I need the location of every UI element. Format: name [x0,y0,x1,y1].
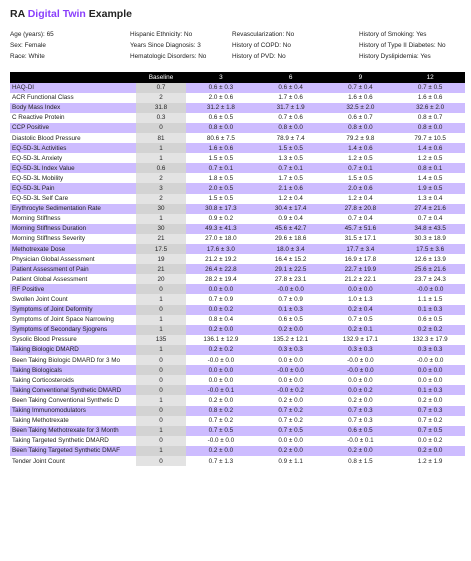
value-cell: 0.7 ± 0.5 [256,426,326,436]
value-cell: 1.6 ± 0.6 [348,94,373,102]
row-label: Been Taking Methotrexate for 3 Month [10,426,136,436]
value-cell: 0.2 ± 0.1 [326,325,396,335]
row-label: Taking Biologicals [10,365,136,375]
table-row [10,244,465,254]
value-cell: 27.8 ± 20.8 [326,204,396,214]
table-row [10,315,465,325]
value-cell: 0.7 ± 0.3 [348,417,373,425]
baseline-cell: 0.3 [136,113,186,123]
value-cell: 18.0 ± 3.4 [256,244,326,254]
row-label: Body Mass Index [10,103,136,113]
value-cell: 1.2 ± 0.5 [417,154,443,162]
value-cell: 0.6 ± 0.4 [256,83,326,93]
value-cell: -0.0 ± 0.1 [347,437,374,445]
row-label: Morning Stiffness [12,215,61,223]
value-cell: 0.0 ± 0.0 [348,376,373,384]
value-cell: 1.8 ± 0.5 [208,174,234,182]
baseline-cell: 1 [136,426,186,436]
value-cell: 0.7 ± 0.2 [256,406,326,416]
value-cell: 0.7 ± 0.5 [395,426,465,436]
table-row [10,436,465,446]
value-cell: 79.7 ± 10.5 [414,134,446,142]
row-label: Been Taking Conventional Synthetic D [12,396,119,404]
value-cell: 31.2 ± 1.8 [186,103,256,113]
value-cell: 16.9 ± 17.8 [344,255,377,263]
value-cell: 0.2 ± 0.0 [278,396,303,404]
value-cell: 0.1 ± 0.3 [256,305,326,315]
baseline-cell: 20 [136,274,186,284]
row-label: Sysolic Blood Pressure [12,336,77,344]
table-row [10,385,465,395]
table-row [10,234,465,244]
row-label: Taking Biologic DMARD [10,345,136,355]
table-row [10,123,465,133]
row-label: Morning Stiffness Duration [10,224,136,234]
value-cell: 0.8 ± 0.0 [326,123,396,133]
value-cell: 0.8 ± 0.1 [395,163,465,173]
value-cell: 0.3 ± 0.3 [326,345,396,355]
value-cell: -0.0 ± 0.0 [395,284,465,294]
baseline-cell: 1 [136,294,186,304]
row-label: Taking Targeted Synthetic DMARD [12,437,109,445]
value-cell: -0.0 ± 0.1 [186,385,256,395]
table-header-row [10,72,465,83]
patient-info-item: History of Smoking: Yes [359,31,427,38]
table-row [10,254,465,264]
value-cell: 136.1 ± 12.9 [203,336,239,344]
value-cell: 0.8 ± 0.0 [186,123,256,133]
header-cell: 12 [395,72,465,83]
value-cell: 1.2 ± 0.4 [348,195,373,203]
baseline-cell: 0 [136,456,186,466]
row-label: Taking Conventional Synthetic DMARD [10,385,136,395]
value-cell: 132.9 ± 17.1 [342,336,378,344]
value-cell: 27.4 ± 21.6 [395,204,465,214]
value-cell: 0.2 ± 0.0 [186,325,256,335]
row-label: Patient Global Assessment [12,275,88,283]
baseline-cell: 31.8 [136,103,186,113]
value-cell: 49.3 ± 41.3 [186,224,256,234]
value-cell: 0.7 ± 0.5 [395,83,465,93]
value-cell: 0.7 ± 0.9 [208,296,234,304]
value-cell: 0.6 ± 0.5 [278,316,303,324]
value-cell: 0.0 ± 0.0 [278,376,303,384]
table-row [10,163,465,173]
value-cell: -0.0 ± 0.0 [416,356,444,364]
table-row [10,294,465,304]
value-cell: 1.2 ± 0.5 [348,154,373,162]
value-cell: 29.6 ± 18.6 [274,235,307,243]
value-cell: 0.7 ± 0.2 [417,417,443,425]
value-cell: 0.7 ± 0.1 [186,163,256,173]
patient-info-item: Revascularization: No [232,31,295,38]
patient-info-item: History of PVD: No [232,53,286,60]
value-cell: 1.3 ± 0.5 [278,154,303,162]
value-cell: 0.0 ± 0.2 [326,385,396,395]
row-label: EQ-5D-3L Pain [10,183,136,193]
table-row [10,395,465,405]
baseline-cell: 1 [136,153,186,163]
value-cell: 0.6 ± 0.5 [326,426,396,436]
value-cell: 0.9 ± 1.1 [278,457,303,465]
value-cell: 1.3 ± 0.4 [417,195,443,203]
baseline-cell: 0 [136,436,186,446]
value-cell: 0.7 ± 0.2 [208,417,234,425]
value-cell: 1.6 ± 0.6 [417,94,443,102]
value-cell: 0.2 ± 0.0 [256,325,326,335]
value-cell: 1.0 ± 1.3 [348,296,373,304]
table-row [10,103,465,113]
value-cell: 0.6 ± 0.3 [186,83,256,93]
value-cell: 78.9 ± 7.4 [276,134,305,142]
value-cell: 135.2 ± 12.1 [273,336,309,344]
row-label: Swollen Joint Count [12,296,68,304]
value-cell: 0.7 ± 0.5 [186,426,256,436]
value-cell: 0.0 ± 0.0 [417,376,443,384]
value-cell: -0.0 ± 0.0 [256,365,326,375]
value-cell: 0.0 ± 0.0 [186,284,256,294]
baseline-cell: 0.6 [136,163,186,173]
value-cell: 2.0 ± 0.5 [186,183,256,193]
value-cell: 0.2 ± 0.2 [186,345,256,355]
row-label: Symptoms of Joint Deformity [10,305,136,315]
value-cell: 2.0 ± 0.6 [208,94,234,102]
baseline-cell: 21 [136,264,186,274]
value-cell: 28.2 ± 19.4 [205,275,237,283]
value-cell: 27.0 ± 18.0 [205,235,237,243]
row-label: Been Taking Biologic DMARD for 3 Mo [12,356,121,364]
value-cell: 0.7 ± 0.3 [326,406,396,416]
table-row [10,113,465,123]
table-row [10,305,465,315]
table-row [10,335,465,345]
value-cell: 31.7 ± 1.9 [256,103,326,113]
value-cell: 0.2 ± 0.0 [186,446,256,456]
table-row [10,204,465,214]
row-label: Been Taking Targeted Synthetic DMAF [10,446,136,456]
value-cell: 21.2 ± 19.2 [205,255,237,263]
baseline-cell: 0 [136,375,186,385]
table-row [10,375,465,385]
table-row [10,183,465,193]
value-cell: 1.5 ± 0.5 [348,174,373,182]
table-row [10,93,465,103]
value-cell: 2.0 ± 0.6 [326,183,396,193]
table-row [10,345,465,355]
value-cell: 0.2 ± 0.0 [326,446,396,456]
row-label: Taking Methotrexate [12,417,69,425]
value-cell: 1.9 ± 0.5 [395,183,465,193]
value-cell: 25.6 ± 21.6 [395,264,465,274]
value-cell: -0.0 ± 0.0 [256,284,326,294]
value-cell: 32.6 ± 2.0 [395,103,465,113]
baseline-cell: 30 [136,204,186,214]
table-row [10,194,465,204]
value-cell: 31.5 ± 17.1 [344,235,377,243]
baseline-cell: 1 [136,395,186,405]
baseline-cell: 30 [136,224,186,234]
value-cell: 1.2 ± 0.4 [278,195,303,203]
twin-table [10,72,465,466]
value-cell: -0.0 ± 0.0 [207,356,235,364]
row-label: Symptoms of Secondary Sjogrens [10,325,136,335]
value-cell: 0.7 ± 0.2 [278,417,303,425]
baseline-cell: 1 [136,345,186,355]
value-cell: 0.0 ± 0.0 [208,376,234,384]
row-label: ACR Functional Class [12,94,74,102]
value-cell: 30.4 ± 17.4 [256,204,326,214]
value-cell: 29.1 ± 22.5 [256,264,326,274]
row-label: Symptoms of Joint Space Narrowing [12,316,114,324]
value-cell: 1.4 ± 0.6 [395,143,465,153]
row-label: C Reactive Protein [12,114,65,122]
value-cell: 1.6 ± 0.6 [186,143,256,153]
baseline-cell: 81 [136,133,186,143]
value-cell: 0.8 ± 0.0 [395,123,465,133]
value-cell: 34.8 ± 43.5 [395,224,465,234]
value-cell: 1.5 ± 0.5 [208,154,234,162]
baseline-cell: 2 [136,93,186,103]
baseline-cell: 1 [136,325,186,335]
value-cell: 45.7 ± 51.6 [326,224,396,234]
value-cell: 79.2 ± 9.8 [346,134,375,142]
value-cell: 17.5 ± 3.6 [395,244,465,254]
patient-info-grid [10,30,465,62]
title-suffix: Example [85,8,132,20]
value-cell: 0.8 ± 0.4 [208,316,234,324]
value-cell: 0.1 ± 0.3 [395,385,465,395]
value-cell: 0.3 ± 0.3 [256,345,326,355]
table-row [10,173,465,183]
row-label: EQ-5D-3L Activities [10,143,136,153]
value-cell: 0.8 ± 0.2 [186,406,256,416]
baseline-cell: 2 [136,194,186,204]
value-cell: 0.6 ± 0.7 [348,114,373,122]
patient-info-item: Years Since Diagnosis: 3 [130,42,201,49]
row-label: HAQ-DI [10,83,136,93]
baseline-cell: 19 [136,254,186,264]
baseline-cell: 0 [136,385,186,395]
table-row [10,264,465,274]
value-cell: 0.7 ± 0.1 [256,163,326,173]
baseline-cell: 0 [136,416,186,426]
table-body [10,83,465,467]
table-row [10,284,465,294]
value-cell: 32.5 ± 2.0 [326,103,396,113]
value-cell: 21.2 ± 22.1 [344,275,377,283]
value-cell: 0.6 ± 0.5 [417,316,443,324]
value-cell: 0.7 ± 0.3 [395,406,465,416]
patient-info-item: Sex: Female [10,42,46,49]
patient-info-item: History of Type II Diabetes: No [359,42,446,49]
value-cell: 26.4 ± 22.8 [186,264,256,274]
value-cell: 80.6 ± 7.5 [206,134,235,142]
row-label: Morning Stiffness Severity [12,235,86,243]
value-cell: 0.3 ± 0.3 [395,345,465,355]
patient-info-item: History Dyslipidemia: Yes [359,53,431,60]
value-cell: 1.4 ± 0.5 [417,174,443,182]
value-cell: 22.7 ± 19.9 [326,264,396,274]
value-cell: 1.7 ± 0.6 [278,94,303,102]
table-row [10,365,465,375]
baseline-cell: 0 [136,406,186,416]
value-cell: 0.0 ± 0.0 [326,284,396,294]
baseline-cell: 0 [136,305,186,315]
table-row [10,143,465,153]
patient-info-item: Age (years): 65 [10,31,54,38]
baseline-cell: 1 [136,315,186,325]
row-label: EQ-5D-3L Self Care [12,195,69,203]
value-cell: 0.2 ± 0.4 [326,305,396,315]
value-cell: 0.0 ± 0.0 [278,437,303,445]
value-cell: 0.0 ± 0.0 [186,365,256,375]
row-label: Taking Immunomodulators [10,406,136,416]
table-row [10,456,465,466]
value-cell: 0.7 ± 0.6 [278,114,303,122]
row-label: Physician Global Assessment [12,255,95,263]
value-cell: 0.2 ± 0.0 [417,396,443,404]
value-cell: -0.0 ± 0.0 [207,437,235,445]
patient-info-item: Hispanic Ethnicity: No [130,31,193,38]
value-cell: 0.2 ± 0.0 [256,446,326,456]
table-row [10,416,465,426]
row-label: EQ-5D-3L Anxiety [12,154,63,162]
baseline-cell: 0 [136,365,186,375]
header-cell: 3 [186,72,256,83]
baseline-cell: 1 [136,214,186,224]
value-cell: 0.9 ± 0.4 [278,215,303,223]
table-row [10,153,465,163]
value-cell: 0.0 ± 0.2 [417,437,443,445]
header-cell: 9 [326,72,396,83]
row-label: EQ-5D-3L Index Value [10,163,136,173]
value-cell: -0.0 ± 0.0 [326,365,396,375]
value-cell: 17.7 ± 3.4 [326,244,396,254]
value-cell: 0.7 ± 0.9 [278,296,303,304]
value-cell: 0.2 ± 0.0 [208,396,234,404]
table-row [10,83,465,93]
value-cell: 1.5 ± 0.5 [256,143,326,153]
value-cell: 27.8 ± 23.1 [274,275,307,283]
value-cell: 0.1 ± 0.3 [395,305,465,315]
value-cell: 1.4 ± 0.6 [326,143,396,153]
value-cell: 2.1 ± 0.6 [256,183,326,193]
value-cell: 0.7 ± 0.1 [326,163,396,173]
value-cell: -0.0 ± 0.0 [347,356,374,364]
value-cell: 0.7 ± 0.4 [417,215,443,223]
value-cell: 0.2 ± 0.2 [395,325,465,335]
value-cell: 0.7 ± 1.3 [208,457,234,465]
value-cell: 0.8 ± 0.7 [417,114,443,122]
title-accent: Digital Twin [27,8,86,20]
value-cell: 0.7 ± 0.5 [348,316,373,324]
baseline-cell: 0 [136,123,186,133]
header-cell: 6 [256,72,326,83]
table-row [10,274,465,284]
table-row [10,406,465,416]
value-cell: 30.3 ± 18.9 [414,235,446,243]
row-label: Tender Joint Count [12,457,65,465]
value-cell: 0.7 ± 0.4 [348,215,373,223]
baseline-cell: 21 [136,234,186,244]
value-cell: -0.0 ± 0.2 [256,385,326,395]
value-cell: 0.7 ± 0.4 [326,83,396,93]
value-cell: 1.1 ± 1.5 [417,296,443,304]
baseline-cell: 2 [136,173,186,183]
row-label: EQ-5D-3L Mobility [12,174,64,182]
value-cell: 0.8 ± 1.5 [348,457,373,465]
value-cell: 30.8 ± 17.3 [186,204,256,214]
value-cell: 0.2 ± 0.0 [395,446,465,456]
table-row [10,214,465,224]
row-label: Diastolic Blood Pressure [12,134,81,142]
value-cell: 0.9 ± 0.2 [208,215,234,223]
row-label: CCP Positive [10,123,136,133]
value-cell: 1.5 ± 0.5 [208,195,234,203]
table-row [10,355,465,365]
value-cell: 23.7 ± 24.3 [414,275,446,283]
value-cell: 12.6 ± 13.9 [414,255,446,263]
value-cell: 0.0 ± 0.0 [278,356,303,364]
table-row [10,224,465,234]
row-label: Methotrexate Dose [10,244,136,254]
title-prefix: RA [10,8,28,20]
baseline-cell: 0 [136,355,186,365]
value-cell: 1.7 ± 0.5 [278,174,303,182]
value-cell: 17.6 ± 3.0 [186,244,256,254]
value-cell: 0.0 ± 0.2 [186,305,256,315]
patient-info-item: Hematologic Disorders: No [130,53,207,60]
row-label: RF Positive [10,284,136,294]
patient-info-item: Race: White [10,53,45,60]
table-row [10,446,465,456]
header-label-cell [10,72,136,83]
row-label: Erythrocyte Sedimentation Rate [10,204,136,214]
baseline-cell: 17.5 [136,244,186,254]
value-cell: 0.6 ± 0.5 [208,114,234,122]
header-cell: Baseline [136,72,186,83]
value-cell: 0.0 ± 0.0 [395,365,465,375]
row-label: Patient Assessment of Pain [10,264,136,274]
baseline-cell: 3 [136,183,186,193]
value-cell: 132.3 ± 17.9 [412,336,448,344]
value-cell: 0.8 ± 0.0 [256,123,326,133]
value-cell: 0.2 ± 0.0 [348,396,373,404]
baseline-cell: 135 [136,335,186,345]
value-cell: 16.4 ± 15.2 [274,255,307,263]
table-row [10,426,465,436]
value-cell: 45.6 ± 42.7 [256,224,326,234]
value-cell: 1.2 ± 1.9 [417,457,443,465]
baseline-cell: 1 [136,143,186,153]
baseline-cell: 1 [136,446,186,456]
patient-info-item: History of COPD: No [232,42,291,49]
baseline-cell: 0 [136,284,186,294]
row-label: Taking Corticosteroids [12,376,74,384]
page-title [10,8,132,20]
table-row [10,325,465,335]
baseline-cell: 0.7 [136,83,186,93]
table-row [10,133,465,143]
